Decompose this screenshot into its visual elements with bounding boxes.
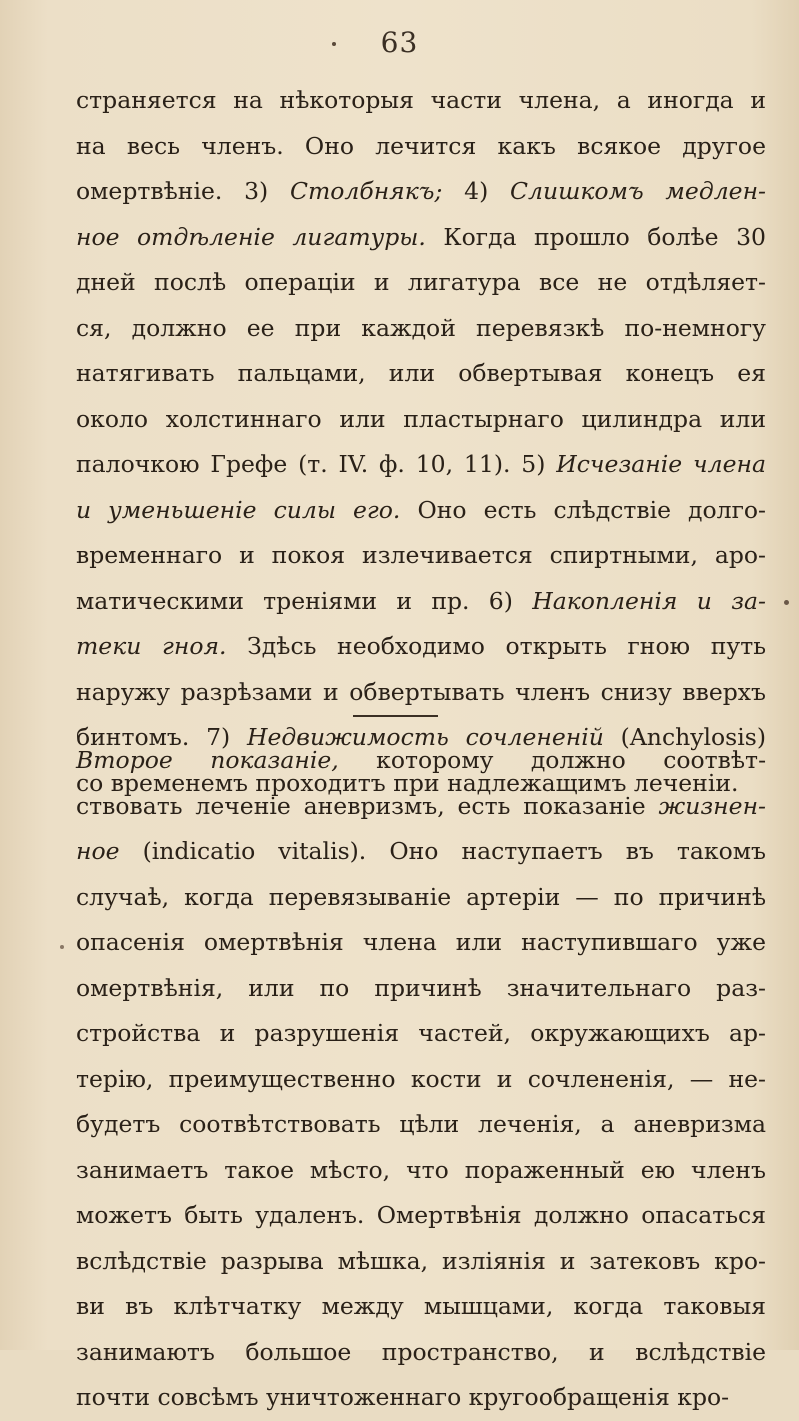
text-run: со временемъ проходитъ при надлежащимъ леченіи. (76, 768, 739, 797)
italic-text: жизнен- (658, 791, 766, 820)
text-run: натягивать пальцами, или обвертывая конецъ ея (76, 359, 766, 387)
text-run: которому должно соотвѣт- (338, 746, 767, 774)
text-line (76, 1239, 766, 1285)
text-line (76, 488, 766, 534)
text-run: можетъ быть удаленъ. Омертвѣнія должно опасаться (76, 1201, 766, 1229)
italic-text: Столбнякъ; (289, 177, 443, 205)
text-line (76, 1102, 766, 1148)
text-line (76, 920, 766, 966)
text-line (76, 169, 766, 215)
text-run: временнаго и покоя излечивается спиртными, аро- (76, 541, 766, 569)
text-run: наружу разрѣзами и обвертывать членъ снизу вверхъ (76, 677, 766, 706)
text-line (76, 397, 766, 443)
text-line (76, 829, 766, 875)
text-line (76, 260, 766, 306)
text-line (76, 78, 766, 124)
text-line (76, 966, 766, 1012)
text-line (76, 306, 766, 352)
text-run: матическими треніями и пр. 6) (76, 586, 533, 615)
text-run: будетъ соотвѣтствовать цѣли леченія, а аневризма (76, 1110, 766, 1138)
italic-text: и уменьшеніе силы его. (76, 495, 401, 524)
text-run: ся, должно ее при каждой перевязкѣ по-немногу (76, 313, 766, 342)
italic-text: Накопленія и за- (532, 586, 766, 615)
text-run: омертвѣнія, или по причинѣ значительнаго раз- (76, 973, 766, 1002)
text-run: страняется на нѣкоторыя части члена, а иногда и (76, 86, 766, 114)
text-line (76, 670, 766, 716)
italic-text: теки гноя. (76, 632, 227, 660)
text-run: Когда прошло болѣе 30 (425, 222, 766, 251)
text-run: занимаетъ такое мѣсто, что пораженный ею членъ (76, 1155, 766, 1184)
margin-mark (60, 945, 64, 949)
page-number: 63 (380, 26, 419, 59)
italic-text: Второе показаніе, (76, 746, 339, 774)
text-line (76, 1375, 766, 1421)
text-run: около холстиннаго или пластырнаго цилиндра или (76, 404, 766, 433)
text-line (76, 875, 766, 921)
text-run: палочкою Грефе (т. IV. ф. 10, 11). 5) (76, 450, 557, 478)
text-run: на весь членъ. Оно лечится какъ всякое другое (76, 131, 766, 160)
text-line (76, 533, 766, 579)
italic-text: ное отдѣленіе лигатуры. (76, 222, 426, 251)
text-run: Оно есть слѣдствіе долго- (400, 495, 766, 524)
text-line (76, 442, 766, 488)
margin-mark (784, 600, 789, 605)
text-line (76, 1330, 766, 1376)
italic-text: Слишкомъ медлен- (510, 177, 767, 205)
paragraph-vital-indication (76, 738, 766, 1421)
section-divider (353, 715, 438, 717)
text-line (76, 738, 766, 784)
text-run: стройства и разрушенія частей, окружающихъ ар- (76, 1019, 766, 1047)
text-line (76, 351, 766, 397)
text-run: дней послѣ операціи и лигатура все не отдѣляет- (76, 268, 766, 296)
text-run: ви въ клѣтчатку между мышцами, когда таковыя (76, 1292, 766, 1320)
text-run: терію, преимущественно кости и сочлененія, — не- (76, 1064, 766, 1093)
text-run: (indicatio vitalis). Оно наступаетъ въ такомъ (119, 837, 766, 865)
text-line (76, 1193, 766, 1239)
text-run: опасенія омертвѣнія члена или наступившаго уже (76, 928, 766, 956)
text-run: омертвѣніе. 3) (76, 177, 290, 205)
italic-text: Недвижимость сочлененій (246, 723, 604, 751)
text-run: случаѣ, когда перевязываніе артеріи — по причинѣ (76, 882, 766, 911)
text-run: вслѣдствіе разрыва мѣшка, изліянія и затековъ кро- (76, 1246, 766, 1275)
text-line (76, 215, 766, 261)
text-line (76, 1057, 766, 1103)
text-line (76, 1284, 766, 1330)
text-line (76, 784, 766, 830)
text-line (76, 624, 766, 670)
text-run: 4) (442, 177, 510, 205)
italic-text: Исчезаніе члена (556, 450, 766, 478)
text-run: почти совсѣмъ уничтоженнаго кругообращенія кро- (76, 1383, 730, 1411)
italic-text: ное (76, 837, 120, 865)
text-run: Здѣсь необходимо открыть гною путь (226, 632, 766, 660)
text-run: бинтомъ. 7) (76, 723, 247, 751)
text-run: ствовать леченіе аневризмъ, есть показаніе (76, 791, 659, 820)
text-line (76, 1148, 766, 1194)
paragraph-complications (76, 78, 766, 806)
text-run: занимаютъ большое пространство, и вслѣдствіе (76, 1337, 766, 1366)
text-line (76, 124, 766, 170)
text-line (76, 1011, 766, 1057)
text-line (76, 579, 766, 625)
text-run: (Anchylosis) (603, 723, 766, 751)
